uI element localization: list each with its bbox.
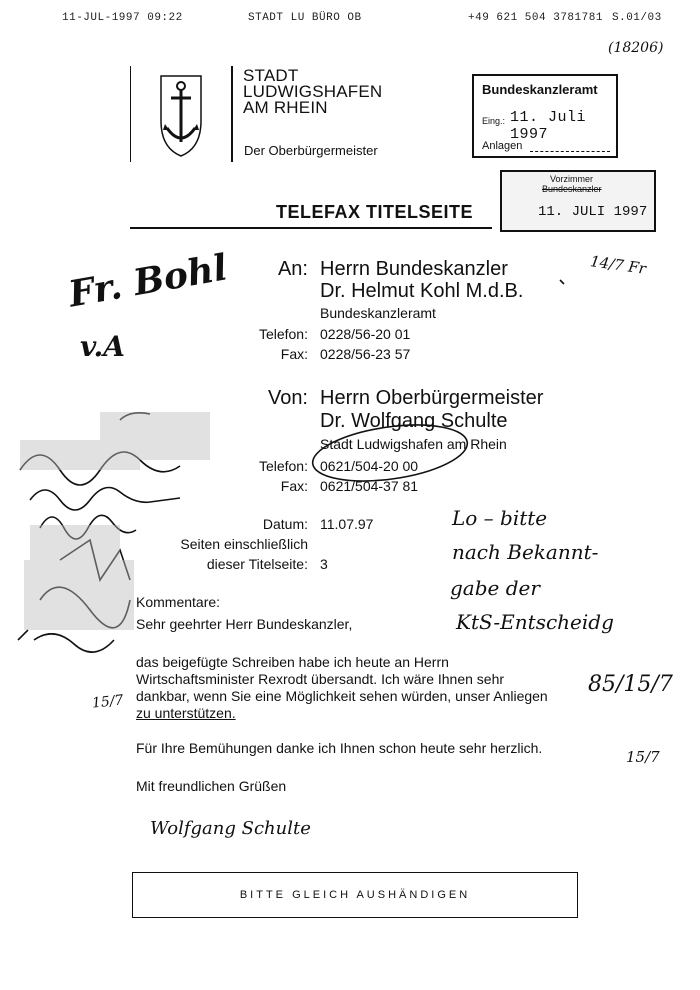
vorzimmer-date: 11. JULI 1997 (538, 204, 648, 220)
handwritten-initials: 85/15/7 (588, 672, 673, 697)
to-phone: 0228/56-20 01 (320, 326, 411, 342)
office-title: Der Oberbürgermeister (244, 143, 378, 158)
reference-number: (18206) (608, 40, 664, 56)
to-salutation: Herrn Bundeskanzler (320, 258, 508, 280)
city-line-1: STADT (243, 66, 299, 85)
date-value: 11.07.97 (320, 516, 374, 532)
stamp-org: Bundeskanzleramt (482, 82, 598, 97)
handwritten-top-right: 14/7 Fr (589, 252, 648, 278)
from-name: Dr. Wolfgang Schulte (320, 410, 508, 432)
to-fax: 0228/56-23 57 (320, 346, 411, 362)
from-fax: 0621/504-37 81 (320, 478, 419, 494)
stamp-received-date: 11. Juli 1997 (510, 109, 587, 143)
handwritten-note-3: gabe der (450, 576, 540, 600)
vorzimmer-line-2: Bundeskanzler (542, 184, 602, 194)
to-phone-label: Telefon: (258, 326, 308, 342)
handwritten-note-4: KtS-Entscheidg (456, 610, 614, 634)
body-line-4: zu unterstützen. (136, 705, 236, 721)
from-fax-label: Fax: (280, 478, 308, 494)
from-phone-label: Telefon: (258, 458, 308, 474)
body-paragraph-2: Für Ihre Bemühungen danke ich Ihnen schon heute sehr herzlich. (136, 740, 543, 756)
to-name: Dr. Helmut Kohl M.d.B. (320, 280, 524, 302)
pages-label-1: Seiten einschließlich (180, 536, 308, 552)
pages-label-2: dieser Titelseite: (206, 556, 308, 572)
comments-label: Kommentare: (136, 594, 221, 610)
closing: Mit freundlichen Grüßen (136, 778, 287, 794)
handwritten-date-right: 15/7 (626, 748, 660, 766)
pages-value: 3 (320, 556, 328, 572)
fax-page: S.01/03 (612, 12, 662, 24)
handwritten-fr-bohl: Fr. Bohl (65, 246, 231, 316)
greeting: Sehr geehrter Herr Bundeskanzler, (136, 616, 353, 632)
body-line-3: dankbar, wenn Sie eine Möglichkeit sehen würden, unser Anliegen (136, 688, 548, 704)
city-line-3: AM RHEIN (243, 98, 328, 117)
handwritten-note-1: Lo – bitte (452, 506, 548, 530)
from-phone: 0621/504-20 00 (320, 458, 419, 474)
hand-over-notice: BITTE GLEICH AUSHÄNDIGEN (132, 872, 578, 918)
stamp-eing-label: Eing.: (482, 116, 506, 126)
body-line-1: das beigefügte Schreiben habe ich heute an Herrn (136, 654, 449, 670)
city-line-2: LUDWIGSHAFEN (243, 82, 383, 101)
to-org: Bundeskanzleramt (320, 305, 436, 321)
from-label: Von: (267, 387, 308, 409)
fax-number: +49 621 504 3781781 (468, 12, 603, 24)
handwritten-va: v.A (80, 330, 125, 363)
vorzimmer-line-1: Vorzimmer (550, 174, 594, 184)
to-fax-label: Fax: (280, 346, 308, 362)
from-salutation: Herrn Oberbürgermeister (320, 387, 544, 409)
to-label: An: (277, 258, 308, 280)
document-title: TELEFAX TITELSEITE (276, 202, 474, 222)
handwritten-note-2: nach Bekannt- (452, 540, 599, 564)
body-line-2: Wirtschaftsminister Rexrodt übersandt. Ich wäre Ihnen sehr (136, 671, 505, 687)
fax-sender: STADT LU BÜRO OB (248, 12, 362, 24)
date-label: Datum: (262, 516, 308, 532)
from-org: Stadt Ludwigshafen am Rhein (320, 436, 507, 452)
handwritten-date-left: 15/7 (91, 692, 125, 712)
stamp-anlagen-label: Anlagen (482, 140, 523, 152)
fax-datetime: 11-JUL-1997 09:22 (62, 12, 183, 24)
signature: Wolfgang Schulte (150, 818, 311, 839)
